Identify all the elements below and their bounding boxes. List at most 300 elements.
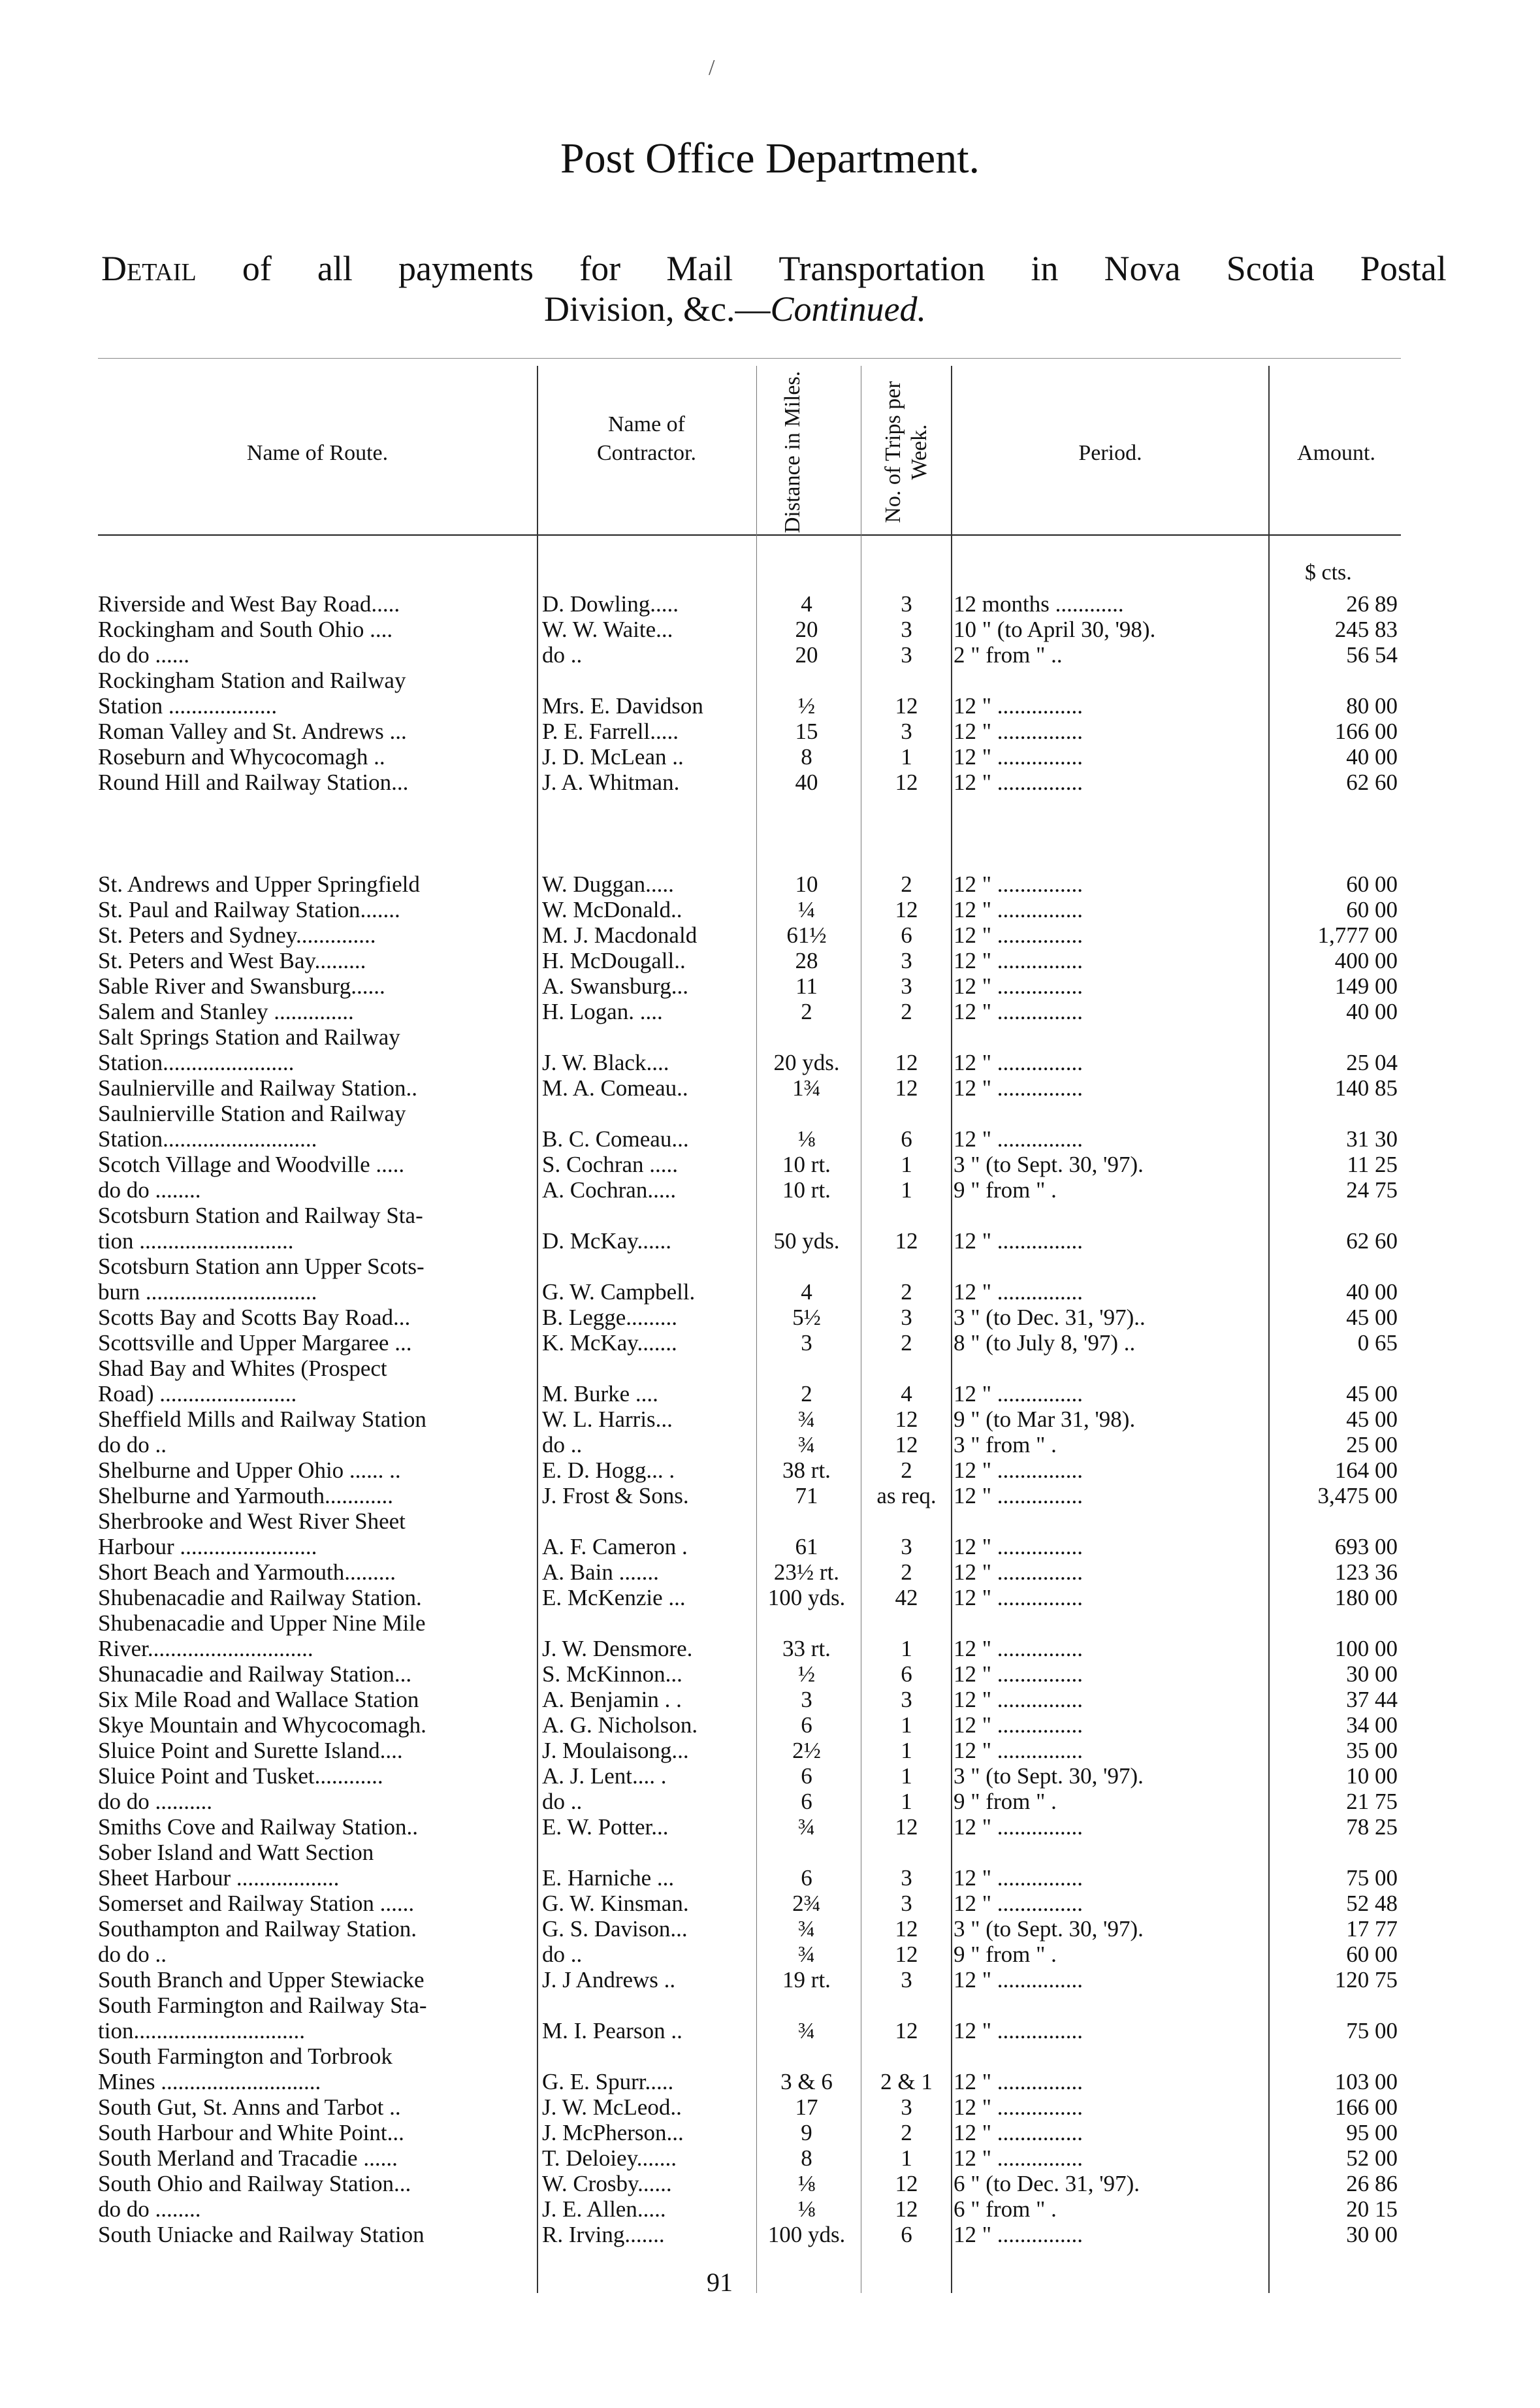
amount-cell: 17 77 — [1346, 1916, 1398, 1942]
table-row — [0, 2145, 1540, 2171]
distance-cell: ½ — [797, 1661, 816, 1687]
route-cell: South Branch and Upper Stewiacke — [98, 1967, 425, 1993]
period-cell: 8 " (to July 8, '97) .. — [954, 1330, 1136, 1356]
distance-cell: 3 & 6 — [780, 2069, 833, 2094]
distance-cell: ¾ — [797, 1942, 816, 1967]
distance-cell: 6 — [801, 1712, 812, 1738]
currency-header: $ cts. — [1305, 561, 1352, 585]
heading-word: Transportation — [778, 249, 986, 288]
distance-cell: 2¾ — [792, 1891, 821, 1916]
table-row — [0, 1152, 1540, 1177]
contractor-cell: K. McKay....... — [542, 1330, 677, 1356]
table-row — [0, 821, 1540, 846]
route-cell: St. Paul and Railway Station....... — [98, 897, 400, 922]
distance-cell: ¾ — [797, 1432, 816, 1457]
contractor-cell: A. F. Cameron . — [542, 1534, 688, 1559]
period-cell: 12 " ............... — [954, 1457, 1083, 1483]
route-cell: burn .............................. — [98, 1279, 317, 1305]
amount-cell: 26 86 — [1346, 2171, 1398, 2196]
distance-cell: 4 — [801, 1279, 812, 1305]
table-row — [0, 2171, 1540, 2196]
period-cell: 12 " ............... — [954, 1279, 1083, 1305]
table-row — [0, 1228, 1540, 1254]
contractor-cell: J. W. Densmore. — [542, 1636, 693, 1661]
distance-cell: 6 — [801, 1763, 812, 1789]
route-cell: Station....................... — [98, 1050, 295, 1075]
route-cell: Salt Springs Station and Railway — [98, 1024, 400, 1050]
trips-cell: 12 — [895, 1407, 918, 1432]
period-cell: 9 " from " . — [954, 1177, 1057, 1203]
distance-cell: 33 rt. — [782, 1636, 831, 1661]
amount-cell: 37 44 — [1346, 1687, 1398, 1712]
distance-cell: 28 — [795, 948, 818, 973]
table-row — [0, 1330, 1540, 1356]
amount-cell: 25 04 — [1346, 1050, 1398, 1075]
distance-cell: 5½ — [792, 1305, 821, 1330]
amount-cell: 26 89 — [1346, 591, 1398, 617]
contractor-cell: G. W. Kinsman. — [542, 1891, 689, 1916]
distance-cell: 71 — [795, 1483, 818, 1508]
period-cell: 12 " ............... — [954, 1559, 1083, 1585]
contractor-cell: Mrs. E. Davidson — [542, 693, 703, 719]
route-cell: Somerset and Railway Station ...... — [98, 1891, 415, 1916]
amount-cell: 180 00 — [1334, 1585, 1398, 1610]
period-cell: 12 " ............... — [954, 871, 1083, 897]
route-cell: tion.............................. — [98, 2018, 305, 2043]
contractor-cell: J. Moulaisong... — [542, 1738, 689, 1763]
amount-cell: 60 00 — [1346, 871, 1398, 897]
period-cell: 12 " ............... — [954, 744, 1083, 770]
distance-cell: 4 — [801, 591, 812, 617]
contractor-cell: J. W. Black.... — [542, 1050, 669, 1075]
route-cell: Station........................... — [98, 1126, 317, 1152]
contractor-cell: W. McDonald.. — [542, 897, 682, 922]
route-cell: Shelburne and Upper Ohio ...... .. — [98, 1457, 401, 1483]
period-cell: 12 " ............... — [954, 1585, 1083, 1610]
contractor-cell: G. W. Campbell. — [542, 1279, 696, 1305]
distance-cell: 1¾ — [792, 1075, 821, 1101]
distance-cell: 10 rt. — [782, 1177, 831, 1203]
table-row — [0, 1126, 1540, 1152]
trips-cell: 4 — [901, 1381, 912, 1407]
trips-cell: 12 — [895, 1432, 918, 1457]
period-cell: 6 " (to Dec. 31, '97). — [954, 2171, 1140, 2196]
trips-cell: 12 — [895, 897, 918, 922]
amount-cell: 60 00 — [1346, 897, 1398, 922]
contractor-cell: J. McPherson... — [542, 2120, 684, 2145]
contractor-cell: G. S. Davison... — [542, 1916, 688, 1942]
route-cell: Round Hill and Railway Station... — [98, 770, 409, 795]
table-row — [0, 1967, 1540, 1993]
amount-cell: 40 00 — [1346, 744, 1398, 770]
contractor-cell: A. Cochran..... — [542, 1177, 677, 1203]
table-row — [0, 1381, 1540, 1407]
amount-cell: 164 00 — [1334, 1457, 1398, 1483]
route-cell: Scotsburn Station and Railway Sta- — [98, 1203, 423, 1228]
distance-cell: ¾ — [797, 1407, 816, 1432]
contractor-cell: J. J Andrews .. — [542, 1967, 676, 1993]
amount-cell: 166 00 — [1334, 719, 1398, 744]
table-row — [0, 1407, 1540, 1432]
route-cell: River............................. — [98, 1636, 313, 1661]
period-cell: 12 " ............... — [954, 1483, 1083, 1508]
contractor-cell: B. Legge......... — [542, 1305, 678, 1330]
distance-cell: 9 — [801, 2120, 812, 2145]
table-row — [0, 1356, 1540, 1381]
contractor-cell: T. Deloiey....... — [542, 2145, 677, 2171]
table-row — [0, 1559, 1540, 1585]
table-row — [0, 1457, 1540, 1483]
table-row — [0, 846, 1540, 871]
table-row — [0, 1712, 1540, 1738]
period-cell: 12 " ............... — [954, 1865, 1083, 1891]
table-row — [0, 744, 1540, 770]
trips-cell: 12 — [895, 1228, 918, 1254]
contractor-cell: E. W. Potter... — [542, 1814, 669, 1840]
route-cell: Sheffield Mills and Railway Station — [98, 1407, 426, 1432]
trips-cell: 12 — [895, 1075, 918, 1101]
table-row — [0, 1763, 1540, 1789]
contractor-cell: J. E. Allen..... — [542, 2196, 666, 2222]
contractor-cell: J. W. McLeod.. — [542, 2094, 682, 2120]
table-row — [0, 1203, 1540, 1228]
trips-cell: 2 — [901, 871, 912, 897]
amount-cell: 40 00 — [1346, 1279, 1398, 1305]
table-row — [0, 1254, 1540, 1279]
trips-cell: 12 — [895, 693, 918, 719]
heading-line-1 — [101, 248, 1447, 289]
amount-cell: 0 65 — [1357, 1330, 1398, 1356]
route-cell: Rockingham and South Ohio .... — [98, 617, 393, 642]
heading-continued: Continued. — [770, 289, 926, 329]
table-row — [0, 617, 1540, 642]
trips-cell: 1 — [901, 2145, 912, 2171]
column-header-period: Period. — [1078, 441, 1142, 465]
contractor-cell: J. Frost & Sons. — [542, 1483, 689, 1508]
route-cell: South Harbour and White Point... — [98, 2120, 404, 2145]
amount-cell: 34 00 — [1346, 1712, 1398, 1738]
distance-cell: ¾ — [797, 1916, 816, 1942]
route-cell: do do ...... — [98, 642, 189, 668]
table-row — [0, 770, 1540, 795]
amount-cell: 245 83 — [1334, 617, 1398, 642]
amount-cell: 30 00 — [1346, 2222, 1398, 2247]
amount-cell: 100 00 — [1334, 1636, 1398, 1661]
distance-cell: ½ — [797, 693, 816, 719]
heading-word: Postal — [1360, 249, 1447, 288]
trips-cell: 2 — [901, 2120, 912, 2145]
amount-cell: 11 25 — [1347, 1152, 1398, 1177]
route-cell: Mines ............................ — [98, 2069, 321, 2094]
amount-cell: 103 00 — [1334, 2069, 1398, 2094]
distance-cell: 38 rt. — [782, 1457, 831, 1483]
contractor-cell: do .. — [542, 1942, 583, 1967]
contractor-cell: W. Crosby...... — [542, 2171, 672, 2196]
trips-cell: 42 — [895, 1585, 918, 1610]
distance-cell: 100 yds. — [767, 1585, 846, 1610]
amount-cell: 25 00 — [1346, 1432, 1398, 1457]
table-heading — [101, 248, 1447, 329]
trips-cell: 2 — [901, 1330, 912, 1356]
trips-cell: 1 — [901, 744, 912, 770]
table-row — [0, 1687, 1540, 1712]
table-row — [0, 591, 1540, 617]
period-cell: 12 months ............ — [954, 591, 1124, 617]
trips-cell: 1 — [901, 1738, 912, 1763]
period-cell: 3 " from " . — [954, 1432, 1057, 1457]
period-cell: 12 " ............... — [954, 973, 1083, 999]
period-cell: 12 " ............... — [954, 1814, 1083, 1840]
trips-cell: 3 — [901, 948, 912, 973]
route-cell: St. Peters and Sydney.............. — [98, 922, 376, 948]
contractor-cell: H. Logan. .... — [542, 999, 663, 1024]
distance-cell: 50 yds. — [773, 1228, 840, 1254]
table-row — [0, 1789, 1540, 1814]
period-cell: 12 " ............... — [954, 1636, 1083, 1661]
contractor-cell: B. C. Comeau... — [542, 1126, 689, 1152]
amount-cell: 75 00 — [1346, 2018, 1398, 2043]
trips-cell: 6 — [901, 1661, 912, 1687]
table-row — [0, 2094, 1540, 2120]
column-header-distance: Distance in Miles. — [780, 370, 805, 534]
route-cell: Saulnierville Station and Railway — [98, 1101, 406, 1126]
period-cell: 12 " ............... — [954, 770, 1083, 795]
route-cell: Sable River and Swansburg...... — [98, 973, 385, 999]
contractor-cell: R. Irving....... — [542, 2222, 665, 2247]
route-cell: do do ........ — [98, 2196, 201, 2222]
trips-cell: 12 — [895, 1942, 918, 1967]
contractor-cell: W. L. Harris... — [542, 1407, 673, 1432]
table-row — [0, 1865, 1540, 1891]
contractor-cell: A. Benjamin . . — [542, 1687, 682, 1712]
table-row — [0, 1585, 1540, 1610]
route-cell: Salem and Stanley .............. — [98, 999, 354, 1024]
amount-cell: 400 00 — [1334, 948, 1398, 973]
table-row — [0, 922, 1540, 948]
column-header-route: Name of Route. — [246, 441, 389, 465]
table-row — [0, 1636, 1540, 1661]
amount-cell: 166 00 — [1334, 2094, 1398, 2120]
route-cell: Sherbrooke and West River Sheet — [98, 1508, 406, 1534]
table-row — [0, 1508, 1540, 1534]
table-row — [0, 1916, 1540, 1942]
trips-cell: 3 — [901, 1865, 912, 1891]
table-row — [0, 1305, 1540, 1330]
amount-cell: 60 00 — [1346, 1942, 1398, 1967]
table-row — [0, 1891, 1540, 1916]
distance-cell: 20 yds. — [773, 1050, 840, 1075]
amount-cell: 45 00 — [1346, 1305, 1398, 1330]
contractor-cell: G. E. Spurr..... — [542, 2069, 674, 2094]
distance-cell: 10 rt. — [782, 1152, 831, 1177]
route-cell: Scottsville and Upper Margaree ... — [98, 1330, 412, 1356]
route-cell: Shelburne and Yarmouth............ — [98, 1483, 394, 1508]
column-header-amount: Amount. — [1297, 441, 1375, 465]
period-cell: 3 " (to Sept. 30, '97). — [954, 1152, 1144, 1177]
route-cell: Road) ........................ — [98, 1381, 297, 1407]
amount-cell: 1,777 00 — [1317, 922, 1398, 948]
trips-cell: 3 — [901, 1687, 912, 1712]
contractor-cell: do .. — [542, 1789, 583, 1814]
distance-cell: 2 — [801, 999, 812, 1024]
period-cell: 12 " ............... — [954, 948, 1083, 973]
table-row — [0, 2043, 1540, 2069]
contractor-cell: E. D. Hogg... . — [542, 1457, 675, 1483]
route-cell: tion ........................... — [98, 1228, 294, 1254]
trips-cell: 6 — [901, 1126, 912, 1152]
amount-cell: 123 36 — [1334, 1559, 1398, 1585]
page-number: 91 — [707, 2268, 733, 2297]
route-cell: Shad Bay and Whites (Prospect — [98, 1356, 387, 1381]
period-cell: 12 " ............... — [954, 2120, 1083, 2145]
table-row — [0, 1024, 1540, 1050]
table-row — [0, 1814, 1540, 1840]
amount-cell: 95 00 — [1346, 2120, 1398, 2145]
trips-cell: 3 — [901, 2094, 912, 2120]
amount-cell: 20 15 — [1346, 2196, 1398, 2222]
table-row — [0, 973, 1540, 999]
amount-cell: 3,475 00 — [1317, 1483, 1398, 1508]
table-row — [0, 693, 1540, 719]
trips-cell: 3 — [901, 1967, 912, 1993]
department-title: Post Office Department. — [560, 135, 980, 182]
table-row — [0, 1993, 1540, 2018]
period-cell: 9 " (to Mar 31, '98). — [954, 1407, 1136, 1432]
distance-cell: 23½ rt. — [773, 1559, 840, 1585]
period-cell: 3 " (to Dec. 31, '97).. — [954, 1305, 1146, 1330]
contractor-cell: M. I. Pearson .. — [542, 2018, 682, 2043]
contractor-cell: M. Burke .... — [542, 1381, 658, 1407]
amount-cell: 52 00 — [1346, 2145, 1398, 2171]
route-cell: South Farmington and Torbrook — [98, 2043, 393, 2069]
period-cell: 12 " ............... — [954, 2018, 1083, 2043]
contractor-cell: P. E. Farrell..... — [542, 719, 679, 744]
period-cell: 12 " ............... — [954, 897, 1083, 922]
contractor-cell: do .. — [542, 1432, 583, 1457]
contractor-cell: A. Bain ....... — [542, 1559, 659, 1585]
table-row — [0, 999, 1540, 1024]
heading-word: of — [242, 249, 272, 288]
table-row — [0, 1432, 1540, 1457]
trips-cell: 12 — [895, 2018, 918, 2043]
route-cell: Station ................... — [98, 693, 278, 719]
amount-cell: 78 25 — [1346, 1814, 1398, 1840]
contractor-cell: S. McKinnon... — [542, 1661, 682, 1687]
period-cell: 12 " ............... — [954, 1075, 1083, 1101]
period-cell: 12 " ............... — [954, 1712, 1083, 1738]
trips-cell: 12 — [895, 1050, 918, 1075]
period-cell: 12 " ............... — [954, 2069, 1083, 2094]
distance-cell: 19 rt. — [782, 1967, 831, 1993]
contractor-cell: A. Swansburg... — [542, 973, 688, 999]
trips-cell: 3 — [901, 1305, 912, 1330]
distance-cell: ¾ — [797, 1814, 816, 1840]
period-cell: 12 " ............... — [954, 1228, 1083, 1254]
table-row — [0, 2196, 1540, 2222]
trips-cell: 1 — [901, 1636, 912, 1661]
route-cell: Shunacadie and Railway Station... — [98, 1661, 412, 1687]
period-cell: 12 " ............... — [954, 2094, 1083, 2120]
distance-cell: 15 — [795, 719, 818, 744]
distance-cell: 6 — [801, 1789, 812, 1814]
route-cell: Short Beach and Yarmouth......... — [98, 1559, 396, 1585]
amount-cell: 31 30 — [1346, 1126, 1398, 1152]
column-header-contractor: Name of Contractor. — [596, 412, 697, 465]
heading-word: Detail — [101, 249, 197, 288]
route-cell: do do ........ — [98, 1177, 201, 1203]
distance-cell: 3 — [801, 1687, 812, 1712]
route-cell: St. Andrews and Upper Springfield — [98, 871, 420, 897]
amount-cell: 120 75 — [1334, 1967, 1398, 1993]
table-row — [0, 1483, 1540, 1508]
trips-cell: 12 — [895, 1814, 918, 1840]
table-row — [0, 1279, 1540, 1305]
page-mark: / — [709, 56, 715, 80]
period-cell: 12 " ............... — [954, 999, 1083, 1024]
amount-cell: 35 00 — [1346, 1738, 1398, 1763]
period-cell: 9 " from " . — [954, 1789, 1057, 1814]
route-cell: Sober Island and Watt Section — [98, 1840, 374, 1865]
trips-cell: 2 — [901, 999, 912, 1024]
contractor-cell: J. A. Whitman. — [542, 770, 680, 795]
trips-cell: 3 — [901, 617, 912, 642]
header-top-rule — [98, 358, 1401, 359]
period-cell: 6 " from " . — [954, 2196, 1057, 2222]
trips-cell: 6 — [901, 2222, 912, 2247]
route-cell: South Merland and Tracadie ...... — [98, 2145, 398, 2171]
table-row — [0, 1075, 1540, 1101]
period-cell: 12 " ............... — [954, 1050, 1083, 1075]
trips-cell: 1 — [901, 1789, 912, 1814]
trips-cell: 3 — [901, 1891, 912, 1916]
table-row — [0, 1942, 1540, 1967]
trips-cell: 2 — [901, 1279, 912, 1305]
heading-line-2 — [101, 289, 1447, 329]
route-cell: Smiths Cove and Railway Station.. — [98, 1814, 418, 1840]
contractor-cell: D. McKay...... — [542, 1228, 671, 1254]
contractor-cell: A. G. Nicholson. — [542, 1712, 698, 1738]
period-cell: 12 " ............... — [954, 2145, 1083, 2171]
distance-cell: 8 — [801, 744, 812, 770]
route-cell: do do .. — [98, 1432, 167, 1457]
period-cell: 12 " ............... — [954, 1687, 1083, 1712]
period-cell: 12 " ............... — [954, 1661, 1083, 1687]
heading-word: all — [317, 249, 353, 288]
distance-cell: 17 — [795, 2094, 818, 2120]
amount-cell: 62 60 — [1346, 1228, 1398, 1254]
period-cell: 12 " ............... — [954, 1534, 1083, 1559]
distance-cell: 11 — [795, 973, 818, 999]
contractor-cell: W. Duggan..... — [542, 871, 674, 897]
trips-cell: 1 — [901, 1152, 912, 1177]
contractor-cell: H. McDougall.. — [542, 948, 686, 973]
trips-cell: 2 — [901, 1457, 912, 1483]
trips-cell: 12 — [895, 2171, 918, 2196]
route-cell: Six Mile Road and Wallace Station — [98, 1687, 419, 1712]
contractor-cell: A. J. Lent.... . — [542, 1763, 667, 1789]
route-cell: Rockingham Station and Railway — [98, 668, 406, 693]
table-row — [0, 1610, 1540, 1636]
route-cell: St. Peters and West Bay......... — [98, 948, 366, 973]
distance-cell: 20 — [795, 617, 818, 642]
heading-word: payments — [398, 249, 534, 288]
route-cell: Shubenacadie and Upper Nine Mile — [98, 1610, 426, 1636]
contractor-cell: E. McKenzie ... — [542, 1585, 686, 1610]
route-cell: Sluice Point and Tusket............ — [98, 1763, 383, 1789]
route-cell: Roseburn and Whycocomagh .. — [98, 744, 385, 770]
trips-cell: 2 & 1 — [880, 2069, 933, 2094]
route-cell: Southampton and Railway Station. — [98, 1916, 417, 1942]
